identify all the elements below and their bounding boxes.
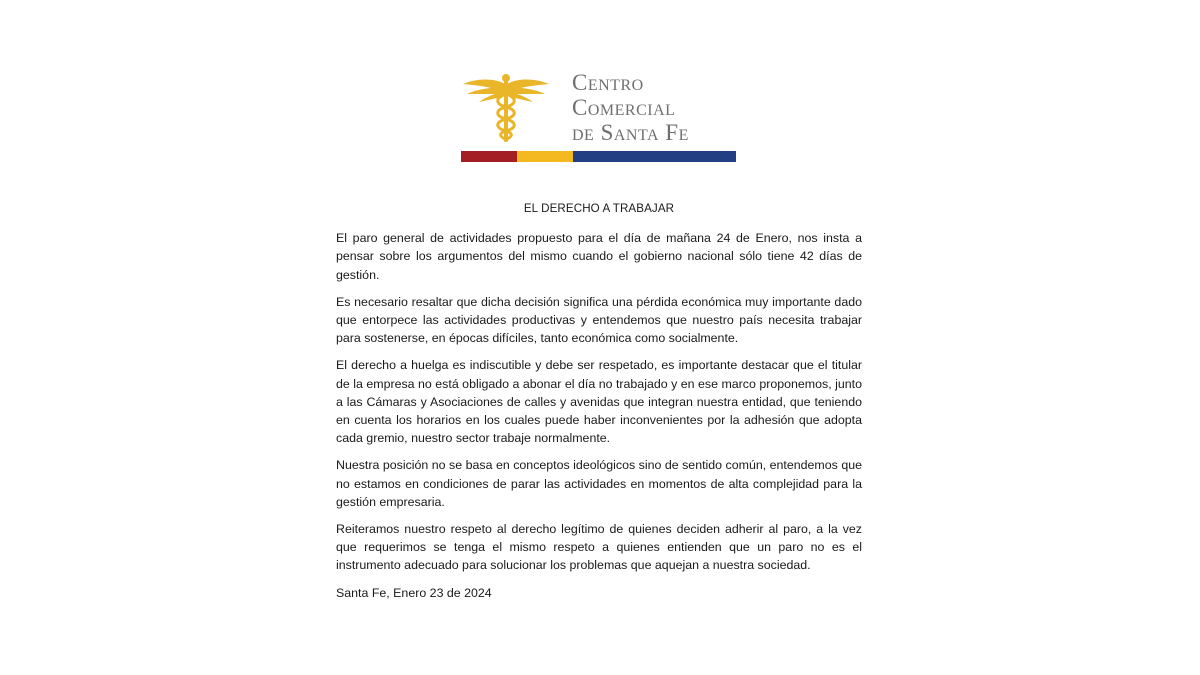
logo-line-1: Centro [572,70,644,95]
stripe-red [461,151,517,162]
paragraph: Reiteramos nuestro respeto al derecho legítimo de quienes deciden adherir al paro, a la vez que requerimos se tenga el mismo respeto a quienes entienden que un paro no es el instrumento adecuado para solucionar los problemas que aquejan a nuestra sociedad. [336,522,862,573]
stripe-blue [573,151,736,162]
organization-logo [461,70,736,163]
caduceus-icon [461,72,551,144]
paragraph: Es necesario resaltar que dicha decisión significa una pérdida económica muy importante dado que entorpece las actividades productivas y entendemos que nuestro país necesita trabajar para sostenerse, en épocas difíciles, tanto económica como socialmente. [336,294,862,346]
paragraph: El paro general de actividades propuesto para el día de mañana 24 de Enero, nos insta a pensar sobre los argumentos del mismo cuando el gobierno nacional sólo tiene 42 días de gestión. [336,231,862,282]
logo-line-3: de Santa Fe [572,120,689,145]
paragraph: El derecho a huelga es indiscutible y debe ser respetado, es importante destacar que el titular de la empresa no está obligado a abonar el día no trabajado y en ese marco proponemos, junto a las Cámaras y Asociaciones de calles y avenidas que integran nuestra entidad, que teniendo en cuenta los horarios en los cuales puede haber inconvenientes por la adhesión que adopta cada gremio, nuestro sector trabaje normalmente. [336,358,862,446]
organization-name [572,70,689,145]
logo-line-2: Comercial [572,95,676,120]
document-body [336,200,862,611]
flag-stripes [461,151,736,162]
stripe-yellow [517,151,573,162]
document-title: EL DERECHO A TRABAJAR [523,202,675,215]
signature-date: Santa Fe, Enero 23 de 2024 [336,585,492,600]
paragraph: Nuestra posición no se basa en conceptos ideológicos sino de sentido común, entendemos que no estamos en condiciones de parar las actividades en momentos de alta complejidad para la gestión empresaria. [336,458,862,509]
